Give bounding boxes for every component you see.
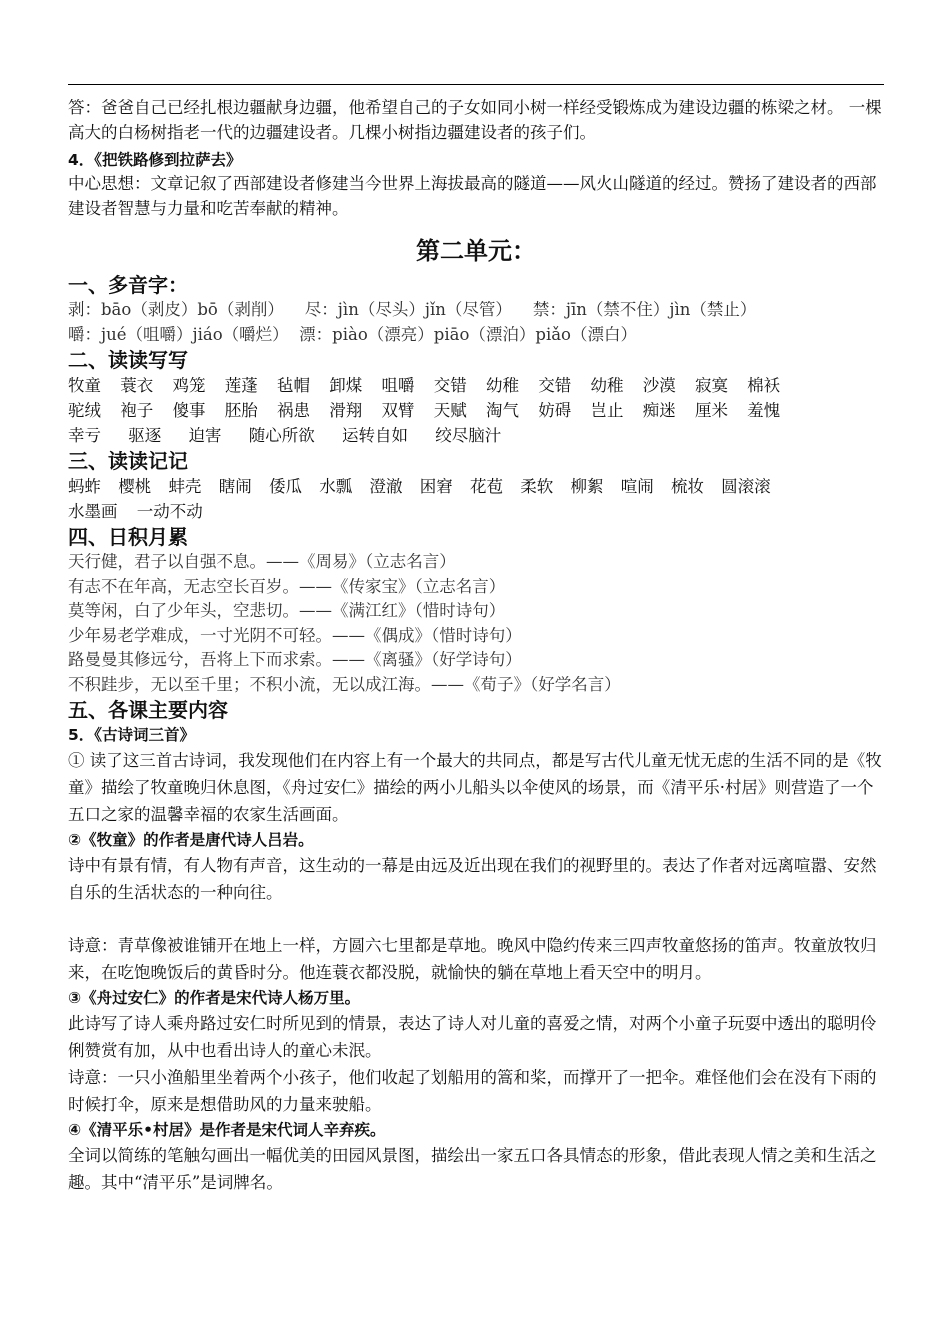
lesson-4-main-idea: 中心思想：文章记叙了西部建设者修建当今世界上海拔最高的隧道——风火山隧道的经过。赞扬了建设者的西部建设者智慧与力量和吃苦奉献的精神。: [68, 174, 877, 218]
muting-meaning-paragraph: 诗意：青草像被谁铺开在地上一样，方圆六七里都是草地。晚风中隐约传来三四声牧童悠扬的笛声。牧童放牧归来，在吃饱晚饭后的黄昏时分。他连蓑衣都没脱，就愉快的躺在草地上看天空中的明月。: [68, 936, 877, 982]
read-write-line-3: 幸亏 驱逐 迫害 随心所欲 运转自如 绞尽脑汁: [68, 426, 502, 445]
section-read-write-title: 二、读读写写: [68, 348, 188, 372]
blank-line: [68, 906, 884, 932]
section-read-remember-title: 三、读读记记: [68, 449, 188, 473]
quote-line: 莫等闲，白了少年头，空悲切。——《满江红》（惜时诗句）: [68, 601, 506, 620]
polyphones-line-2: 嚼：jué（咀嚼）jiáo（嚼烂） 漂：piào（漂亮）piāo（漂泊）piǎo（漂白）: [68, 324, 637, 344]
zhouguo-paragraph: 此诗写了诗人乘舟路过安仁时所见到的情景，表达了诗人对儿童的喜爱之情，对两个小童子玩耍中透出的聪明伶俐赞赏有加，从中也看出诗人的童心未泯。: [68, 1014, 877, 1060]
section-polyphones-title: 一、多音字：: [68, 273, 188, 297]
quote-line: 不积跬步，无以至千里；不积小流，无以成江海。——《荀子》（好学名言）: [68, 674, 621, 694]
header-rule: [68, 84, 884, 85]
polyphones-line-1: 剥：bāo（剥皮）bō（剥削） 尽：jìn（尽头）jǐn（尽管） 禁：jīn（禁不住）jìn（禁止）: [68, 300, 757, 319]
read-write-line-1: 牧童 蓑衣 鸡笼 莲蓬 毡帽 卸煤 咀嚼 交错 幼稚 交错 幼稚 沙漠 寂寞 棉袄: [68, 376, 781, 395]
lesson-5-paragraph-1: ① 读了这三首古诗词，我发现他们在内容上有一个最大的共同点，都是写古代儿童无忧无虑的生活不同的是《牧童》描绘了牧童晚归休息图，《舟过安仁》描绘的两小儿船头以伞使风的场景，而《清平乐·村居》则营造了一个五口之家的温馨幸福的农家生活画面。: [68, 751, 882, 824]
read-remember-line-1: 蚂蚱 樱桃 蚌壳 瞎闹 倭瓜 水瓢 澄澈 困窘 花苞 柔软 柳絮 喧闹 梳妆 圆滚滚: [68, 477, 771, 496]
zhouguo-author-heading: ③《舟过安仁》的作者是宋代诗人杨万里。: [68, 989, 361, 1007]
qingpingle-paragraph: 全词以简练的笔触勾画出一幅优美的田园风景图，描绘出一家五口各具情态的形象，借此表现人情之美和生活之趣。其中“清平乐”是词牌名。: [68, 1146, 877, 1192]
quote-line: 路曼曼其修远兮，吾将上下而求索。——《离骚》（好学诗句）: [68, 650, 522, 669]
read-write-line-2: 驼绒 袍子 傻事 胚胎 祸患 滑翔 双臂 天赋 淘气 妨碍 岂止 痴迷 厘米 羞愧: [68, 401, 781, 420]
document-page: [68, 96, 884, 1196]
zhouguo-meaning-paragraph: 诗意：一只小渔船里坐着两个小孩子，他们收起了划船用的篙和桨，而撑开了一把伞。难怪他们会在没有下雨的时候打伞，原来是想借助风的力量来驶船。: [68, 1068, 877, 1114]
quote-line: 少年易老学难成，一寸光阴不可轻。——《偶成》（惜时诗句）: [68, 625, 522, 645]
quote-line: 有志不在年高，无志空长百岁。——《传家宝》（立志名言）: [68, 576, 506, 596]
muting-paragraph: 诗中有景有情，有人物有声音，这生动的一幕是由远及近出现在我们的视野里的。表达了作者对远离喧嚣、安然自乐的生活状态的一种向往。: [68, 856, 877, 902]
qingpingle-author-heading: ④《清平乐•村居》是作者是宋代词人辛弃疾。: [68, 1121, 386, 1139]
read-remember-line-2: 水墨画 一动不动: [68, 502, 203, 521]
muting-author-heading: ②《牧童》的作者是唐代诗人吕岩。: [68, 831, 314, 849]
section-lessons-title: 五、各课主要内容: [68, 698, 228, 722]
lesson-5-title: 5．《古诗词三首》: [68, 726, 196, 744]
lesson-4-title: 4．《把铁路修到拉萨去》: [68, 151, 242, 169]
quote-line: 天行健，君子以自强不息。——《周易》（立志名言）: [68, 552, 456, 571]
unit-title: 第二单元：: [416, 237, 536, 265]
section-accumulation-title: 四、日积月累: [68, 525, 188, 549]
answer-paragraph: 答：爸爸自己已经扎根边疆献身边疆，他希望自己的子女如同小树一样经受锻炼成为建设边疆的栋梁之材。 一棵高大的白杨树指老一代的边疆建设者。几棵小树指边疆建设者的孩子们。: [68, 98, 882, 142]
